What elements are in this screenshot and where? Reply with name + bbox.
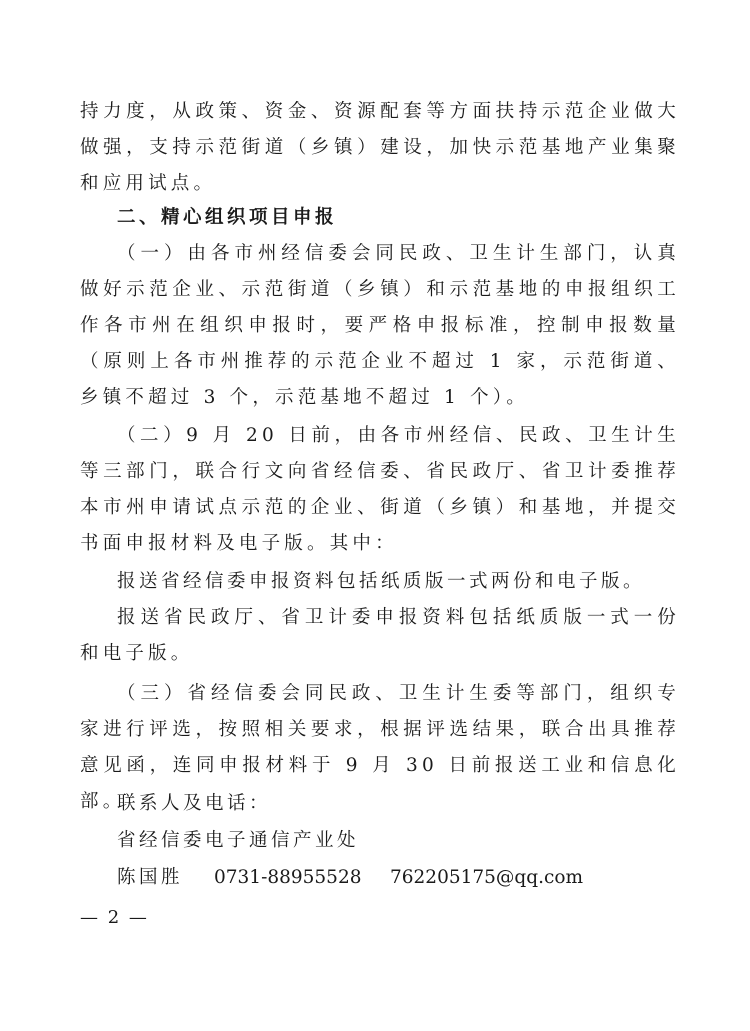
item-2-paragraph: （二）9 月 20 日前，由各市州经信、民政、卫生计生等三部门，联合行文向省经信委、省民政厅、省卫计委推荐本市州申请试点示范的企业、街道（乡镇）和基地，并提交书面申报材料及电子版。其中： (80, 425, 680, 554)
contact-phone: 0731-88955528 (214, 867, 362, 888)
contact-email: 762205175@qq.com (390, 867, 584, 888)
contact-department: 省经信委电子通信产业处 (117, 830, 360, 851)
paragraph-continuation: 持力度，从政策、资金、资源配套等方面扶持示范企业做大做强，支持示范街道（乡镇）建设，加快示范基地产业集聚和应用试点。 (80, 101, 680, 194)
contact-name: 陈国胜 (117, 867, 184, 888)
submission-1-line: 报送省经信委申报资料包括纸质版一式两份和电子版。 (117, 571, 646, 592)
item-1-paragraph: （一）由各市州经信委会同民政、卫生计生部门，认真做好示范企业、示范街道（乡镇）和示范基地的申报组织工作各市州在组织申报时，要严格申报标准，控制申报数量（原则上各市州推荐的示范企业不超过 1 家，示范街道、乡镇不超过 3 个，示范基地不超过 1 个）。 (80, 243, 680, 408)
section-heading: 二、精心组织项目申报 (117, 207, 338, 228)
submission-2-paragraph: 报送省民政厅、省卫计委申报资料包括纸质版一式一份和电子版。 (80, 607, 680, 664)
page-number: — 2 — (80, 907, 149, 928)
item-3-paragraph: （三）省经信委会同民政、卫生计生委等部门，组织专家进行评选，按照相关要求，根据评选结果，联合出具推荐意见函，连同申报材料于 9 月 30 日前报送工业和信息化部。 (80, 683, 680, 812)
contact-label: 联系人及电话： (117, 793, 272, 814)
